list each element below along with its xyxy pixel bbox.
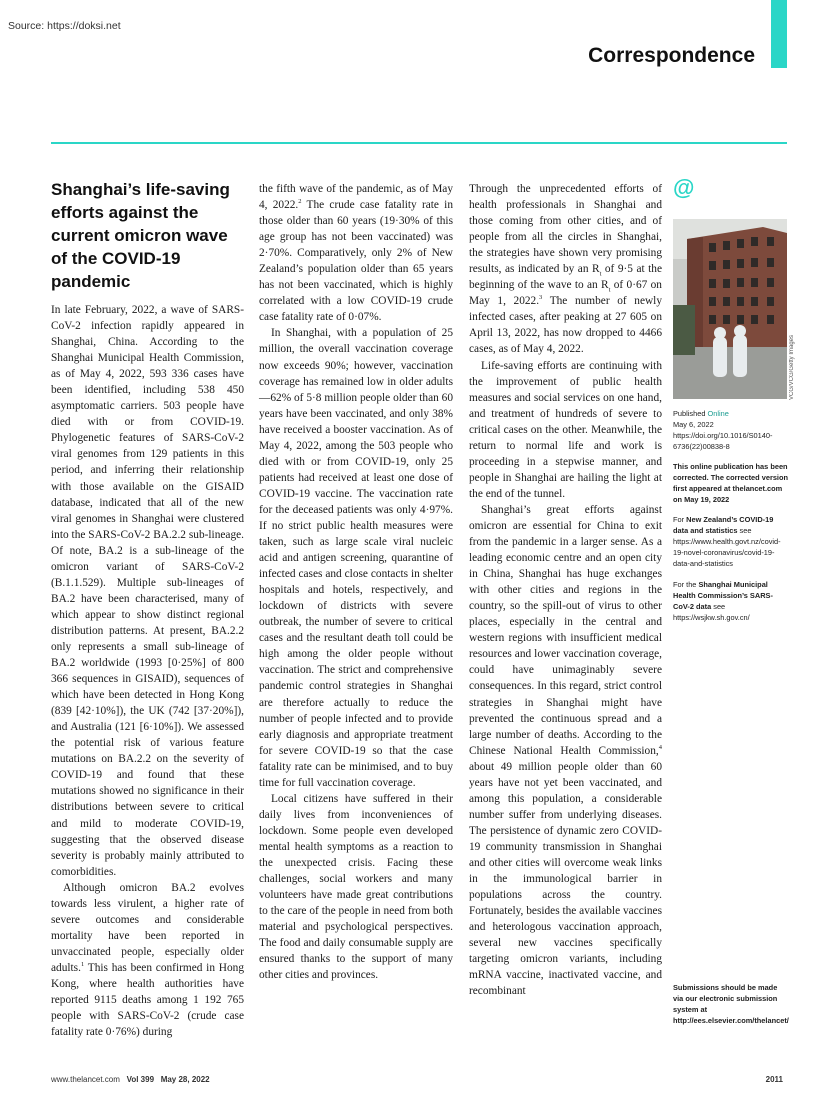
page-number: 2011 — [765, 1075, 783, 1084]
paragraph: In late February, 2022, a wave of SARS-CoV-2 infection rapidly appeared in Shanghai, China. According to the Shanghai Municipal Health Commission, as of May 4, 2022, 593 336 cases have been identified, including 538 450 asymptomatic carriers. 503 people have died with or from COVID-19. Phylogenetic features of SARS-CoV-2 viral genomes from 129 patients in this period, and inferring their relationship with those available on the GISAID database, indicated that all of the new viral genomes in Shanghai were clustered into the SARS-CoV-2 BA.2.2 sub-lineage. Of note, BA.2 is a sub-lineage of the omicron variant of SARS-CoV-2 (B.1.1.529). Multiple sub-lineages of BA.2 have been characterised, many of which appear to show distinct regional distribution patterns. At present, BA.2.2 only represents a small sub-lineage of BA.2 worldwide (1993 [0·25%] of 800 366 sequences in GISAID), sequences of which have been detected in Hong Kong (839 [42·10%]), the UK (742 [37·20%]), and Australia (121 [6·10%]). We assessed the potential risk of various feature mutations on BA.2.2 on the severity of COVID-19 and found that these mutations showed no significance in their distributions between severe to critical and mild to moderate COVID-19, suggesting that the observed disease severity is probably mainly attributed to comorbidities. — [51, 304, 244, 878]
paragraph: Shanghai’s great efforts against omicron are essential for China to exit from the pandemic in a larger sense. As a leading economic centre and an open city in China, Shanghai has huge exchanges with other cities and regions in the country, so the spill-out of virus to other places, especially in the central and western regions with insufficient medical resources and lower vaccination coverage, could have unimaginably severe consequences. In this regard, strict control strategies in Shanghai might have prevented the continuous spread and a large number of deaths. According to the Chinese National Health Commission,$^4$ about 49 million people older than 60 years have not yet been vaccinated, and among this population, a considerable number suffer from underlying diseases. The persistence of dynamic zero COVID-19 community transmission in Shanghai and other cities will overcome weak links in the immunological barrier in populations across the country. Fortunately, besides the available vaccines and heterologous vaccination approach, several new vaccines specifically targeting omicron variants, including mRNA vaccine, inactivated vaccine, and recombinant — [469, 503, 662, 998]
article-column-2 — [259, 181, 453, 983]
reference-marker[interactable]: 3 — [539, 294, 543, 302]
publication-info: Published Online May 6, 2022 https://doi.org/10.1016/S0140-6736(22)00838-8 — [673, 408, 789, 452]
article-column-1 — [51, 178, 244, 1040]
header-divider — [51, 142, 787, 144]
correction-note: This online publication has been corrected. The corrected version first appeared at thelancet.com on May 19, 2022 — [673, 462, 789, 504]
doi-link[interactable]: https://doi.org/10.1016/S0140-6736(22)00838-8 — [673, 431, 773, 451]
article-title: Shanghai’s life-saving efforts against the current omicron wave of the COVID-19 pandemic — [51, 180, 230, 291]
paragraph: Although omicron BA.2 evolves towards less virulent, a higher rate of severe outcomes and considerable mortality have been reported in unvaccinated people, especially older adults.$^1$ This has been confirmed in Hong Kong, where health authorities have reported 9115 deaths among 1 192 765 people with SARS-CoV-2 (crude case fatality rate 0·76%) during — [51, 881, 244, 1039]
shanghai-data-note: For the Shanghai Municipal Health Commission’s SARS-CoV-2 data see https://wsjkw.sh.gov.cn/ — [673, 580, 773, 622]
paragraph: Through the unprecedented efforts of health professionals in Shanghai and those coming from other cities, and of people from all the circles in Shanghai, the strategies have shown very promising results, as indicated by an $R_t$ of 9·5 at the beginning of the wave to an $R_t$ of 0·67 on May 1, 2022.$^3$ The number of newly infected cases, after peaking at 27 605 on April 13, 2022, has now dropped to 4466 cases, as of May 4, 2022. — [469, 183, 662, 356]
section-title: Correspondence — [588, 44, 755, 67]
online-link[interactable]: Online — [707, 409, 729, 418]
nz-data-note: For New Zealand’s COVID-19 data and statistics see https://www.health.govt.nz/covid-19-novel-coronavirus/covid-19-data-and-statistics — [673, 515, 781, 568]
photo-credit: VCG/VCG/Getty Images — [789, 334, 795, 400]
paragraph: the fifth wave of the pandemic, as of May 4, 2022.$^2$ The crude case fatality rate in those older than 60 years (19·30% of this age group has not been vaccinated) was 2·70%. Comparatively, only 2% of New Zealand’s population older than 65 years has not been vaccinated, which is highly correlated with a low COVID-19 crude case fatality rate of 0·07%. — [259, 183, 453, 324]
footer-site-link[interactable]: www.thelancet.com — [51, 1075, 120, 1084]
article-photo — [673, 219, 787, 399]
article-column-3 — [469, 181, 662, 999]
reference-marker[interactable]: 4 — [658, 743, 662, 751]
submissions-note: Submissions should be made via our electronic submission system at http://ees.elsevier.com/thelancet/ — [673, 983, 789, 1025]
section-accent-tab — [771, 0, 787, 68]
online-first-icon: @ — [673, 175, 695, 200]
paragraph: Local citizens have suffered in their daily lives from inconveniences of lockdown. Some people even developed mental health symptoms as a reaction to the unexpected crisis. Facing these challenges, social workers and many volunteers have made great contributions to the care of the people in need from both material and psychological perspectives. The food and daily consumable supply are ensured thanks to the support of many other cities and provinces. — [259, 792, 453, 982]
paragraph: Life-saving efforts are continuing with the improvement of public health measures and social services on one hand, and treatment of hundreds of severe to critical cases on the other. Meanwhile, the return to normal life and work is proceeding in a stepwise manner, and people in Shanghai are hailing the light at the end of the tunnel. — [469, 359, 662, 500]
paragraph: In Shanghai, with a population of 25 million, the overall vaccination coverage now exceeds 90%; however, vaccination coverage has remained low in older adults—62% of 5·8 million people older than 60 years have been vaccinated, and only 38% have received a booster vaccination. As of May 4, 2022, among the 503 people who died with or from COVID-19, only 25 patients had received at least one dose of COVID-19 vaccine. The vaccination rate for the deceased patients was only 4·97%. If no strict public health measures were taken, such as large scale viral nucleic acid and antigen screening, quarantine of infected cases and close contacts in shelter hospitals and hotels, respectively, and lockdown of districts with severe outbreak, the number of severe to critical cases and the resultant death toll could be high among the older people without vaccination. The strict and comprehensive pandemic control strategies in Shanghai are therefore actually to reduce the number of people infected and to provide early diagnosis and appropriate treatment for severe COVID-19 so that the case fatality rate can be minimised, and to buy time for full vaccination coverage. — [259, 327, 453, 789]
shanghai-street-photo-icon — [673, 219, 787, 399]
reference-marker[interactable]: 1 — [80, 961, 85, 969]
footer-journal-info: www.thelancet.com Vol 399 May 28, 2022 — [51, 1075, 210, 1084]
nz-data-link[interactable]: see https://www.health.govt.nz/covid-19-novel-coronavirus/covid-19-data-and-statistics — [673, 526, 781, 568]
source-label: Source: https://doksi.net — [8, 20, 121, 32]
shanghai-data-link[interactable]: see https://wsjkw.sh.gov.cn/ — [673, 602, 750, 622]
reference-marker[interactable]: 2 — [298, 198, 302, 206]
